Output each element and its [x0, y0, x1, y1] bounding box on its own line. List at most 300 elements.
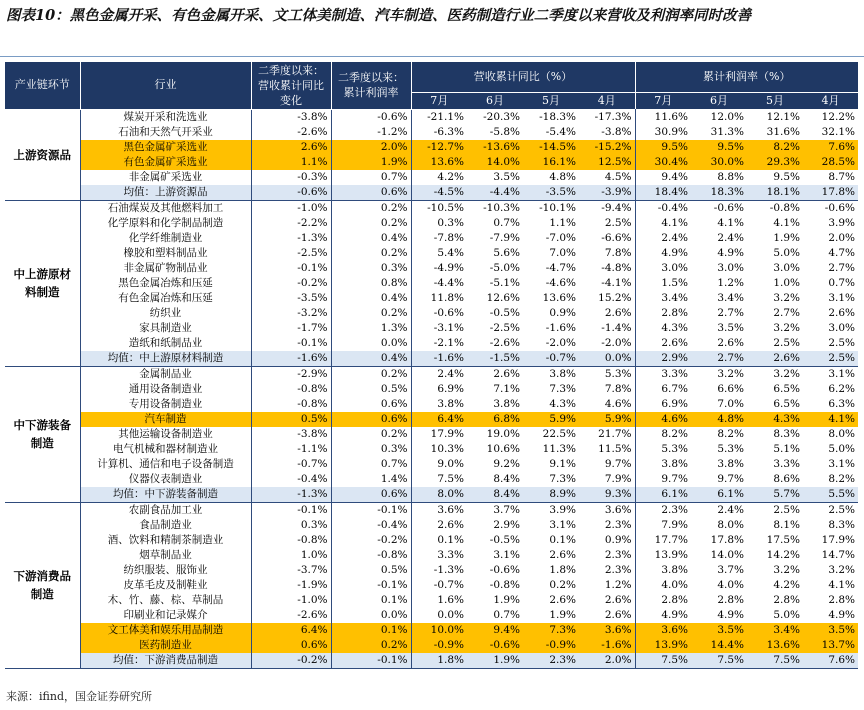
rev-change-cell: 0.3% [251, 518, 331, 533]
margin-cell: 2.6% [635, 336, 691, 351]
rev-yoy-cell: 9.0% [411, 457, 467, 472]
header-margin-month: 6月 [691, 93, 747, 110]
margin-cell: 2.6% [828, 307, 856, 319]
industry-name: 橡胶和塑料制品业 [80, 246, 251, 261]
margin-cell: 6.5% [773, 398, 801, 410]
margin-change-cell: 0.4% [331, 291, 411, 306]
margin-cell: 3.2% [773, 368, 801, 380]
rev-yoy-cell: -4.4% [467, 185, 523, 201]
page-title: 图表10：黑色金属开采、有色金属开采、文工体美制造、汽车制造、医药制造行业二季度以来营收及利润率同时改善 [6, 7, 752, 24]
margin-cell: 12.1% [766, 110, 801, 123]
rev-yoy-cell: 0.3% [411, 216, 467, 231]
rev-yoy-cell: 6.4% [411, 412, 467, 427]
margin-cell: 7.6% [803, 140, 858, 155]
margin-cell: 2.4% [717, 232, 745, 244]
rev-yoy-cell: 2.6% [549, 594, 576, 606]
rev-yoy-cell: 3.7% [493, 504, 520, 516]
margin-cell: 2.8% [828, 594, 856, 606]
industry-name: 有色金属冶炼和压延 [80, 291, 251, 306]
industry-name: 煤炭开采和洗选业 [80, 109, 251, 125]
rev-yoy-cell: 4.2% [411, 170, 467, 185]
table-row [5, 563, 858, 578]
rev-yoy-cell: 0.2% [549, 579, 576, 591]
rev-yoy-cell: 21.7% [598, 428, 632, 440]
rev-yoy-cell: 12.5% [579, 155, 635, 170]
rev-yoy-cell: -2.0% [601, 337, 632, 349]
rev-yoy-cell: 7.8% [604, 247, 632, 259]
margin-cell: 1.9% [773, 232, 801, 244]
margin-cell: 1.2% [717, 277, 745, 289]
margin-cell: 2.5% [773, 337, 801, 349]
rev-yoy-cell: 0.1% [411, 533, 467, 548]
rev-yoy-cell: -4.1% [601, 277, 632, 289]
rev-yoy-cell: 1.6% [411, 593, 467, 608]
rev-yoy-cell: 3.1% [493, 549, 520, 561]
margin-change-cell: 0.2% [331, 246, 411, 261]
rev-yoy-cell: -20.3% [483, 110, 520, 123]
segment-label: 中下游装备制造 [5, 366, 80, 502]
margin-cell: 3.2% [773, 322, 801, 334]
margin-cell: 2.6% [717, 337, 745, 349]
margin-cell: 6.5% [773, 383, 801, 395]
industry-name: 非金属矿物制品业 [80, 261, 251, 276]
average-row [5, 351, 858, 367]
margin-change-cell: 0.0% [331, 608, 411, 623]
rev-change-cell: -3.8% [251, 109, 331, 125]
industry-name: 造纸和纸制品业 [80, 336, 251, 351]
margin-cell: 7.6% [803, 653, 858, 669]
margin-cell: 6.3% [828, 398, 856, 410]
rev-yoy-cell: -18.3% [539, 110, 576, 123]
rev-yoy-cell: 5.3% [604, 368, 632, 380]
rev-yoy-cell: -0.6% [467, 638, 523, 653]
margin-cell: 4.9% [828, 609, 856, 621]
margin-change-cell: -0.6% [331, 109, 411, 125]
rev-yoy-cell: 13.6% [542, 292, 576, 304]
rev-change-cell: -2.2% [251, 216, 331, 231]
table-row [5, 276, 858, 291]
rev-yoy-cell: 5.9% [579, 412, 635, 427]
margin-cell: 4.8% [691, 412, 747, 427]
margin-cell: 11.6% [635, 109, 691, 125]
margin-cell: 7.0% [717, 398, 745, 410]
margin-cell: 8.3% [773, 428, 801, 440]
rev-yoy-cell: 6.9% [411, 382, 467, 397]
industry-name: 烟草制品业 [80, 548, 251, 563]
table-row [5, 109, 858, 125]
rev-yoy-cell: 2.0% [579, 653, 635, 669]
rev-yoy-cell: 1.9% [467, 653, 523, 669]
margin-cell: 8.0% [717, 519, 745, 531]
table-row [5, 397, 858, 412]
industry-name: 石油煤炭及其他燃料加工 [80, 200, 251, 216]
rev-yoy-cell: 9.1% [549, 458, 576, 470]
table-row [5, 382, 858, 397]
table-row [5, 427, 858, 442]
industry-name: 计算机、通信和电子设备制造 [80, 457, 251, 472]
margin-cell: 6.1% [691, 487, 747, 503]
table-row [5, 548, 858, 563]
margin-cell: 30.9% [635, 125, 691, 140]
rev-change-cell: -0.3% [251, 170, 331, 185]
margin-cell: 3.6% [635, 623, 691, 638]
margin-cell: 32.1% [821, 126, 856, 138]
table-row [5, 578, 858, 593]
margin-cell: 28.5% [803, 155, 858, 170]
rev-yoy-cell: 3.5% [493, 171, 520, 183]
rev-yoy-cell: -6.3% [411, 125, 467, 140]
rev-yoy-cell: -0.9% [411, 638, 467, 653]
margin-cell: 4.1% [828, 579, 856, 591]
rev-yoy-cell: -4.4% [411, 276, 467, 291]
rev-yoy-cell: 8.4% [467, 487, 523, 503]
rev-change-cell: -2.5% [251, 246, 331, 261]
margin-cell: 5.5% [803, 487, 858, 503]
rev-change-cell: -0.6% [251, 185, 331, 201]
rev-change-cell: -1.6% [251, 351, 331, 367]
margin-cell: 8.2% [635, 427, 691, 442]
margin-change-cell: 0.0% [331, 336, 411, 351]
table-row [5, 246, 858, 261]
rev-change-cell: -0.1% [251, 261, 331, 276]
margin-cell: 4.0% [717, 579, 745, 591]
rev-yoy-cell: 2.3% [523, 653, 579, 669]
average-row [5, 653, 858, 669]
margin-cell: 3.0% [773, 262, 801, 274]
rev-yoy-cell: -14.5% [523, 140, 579, 155]
margin-cell: 3.5% [717, 322, 745, 334]
margin-cell: 1.5% [635, 276, 691, 291]
rev-yoy-cell: 10.0% [411, 623, 467, 638]
rev-yoy-cell: 16.1% [523, 155, 579, 170]
table-row [5, 442, 858, 457]
margin-cell: 9.7% [635, 472, 691, 487]
margin-cell: 3.9% [828, 217, 856, 229]
rev-yoy-cell: -1.5% [467, 351, 523, 367]
rev-yoy-cell: 7.8% [604, 383, 632, 395]
rev-yoy-cell: -0.9% [523, 638, 579, 653]
rev-yoy-cell: -5.4% [545, 126, 576, 138]
rev-yoy-cell: 5.6% [493, 247, 520, 259]
rev-yoy-cell: 2.4% [411, 366, 467, 382]
margin-cell: 6.1% [635, 487, 691, 503]
margin-cell: 2.5% [803, 351, 858, 367]
rev-change-cell: -1.3% [251, 231, 331, 246]
rev-change-cell: -3.8% [251, 427, 331, 442]
rev-yoy-cell: -4.9% [411, 261, 467, 276]
margin-change-cell: -0.2% [331, 533, 411, 548]
industry-name: 非金属矿采选业 [80, 170, 251, 185]
header-rev-month: 7月 [411, 93, 467, 110]
margin-cell: 4.0% [635, 578, 691, 593]
rev-yoy-cell: 7.0% [549, 247, 576, 259]
rev-yoy-cell: 0.7% [493, 609, 520, 621]
margin-cell: 6.6% [717, 383, 745, 395]
margin-change-cell: -0.1% [331, 578, 411, 593]
margin-change-cell: 0.3% [331, 261, 411, 276]
margin-change-cell: 0.5% [331, 563, 411, 578]
table-row [5, 140, 858, 155]
margin-cell: 9.7% [717, 473, 745, 485]
industry-name: 皮革毛皮及制鞋业 [80, 578, 251, 593]
rev-change-cell: -0.8% [251, 382, 331, 397]
rev-yoy-cell: 13.6% [411, 155, 467, 170]
rev-yoy-cell: 3.8% [493, 398, 520, 410]
header-rev-month: 4月 [579, 93, 635, 110]
industry-name: 木、竹、藤、棕、草制品 [80, 593, 251, 608]
margin-cell: 2.5% [828, 337, 856, 349]
rev-change-cell: 0.6% [251, 638, 331, 653]
margin-cell: 17.9% [821, 534, 856, 546]
rev-yoy-cell: -4.7% [545, 262, 576, 274]
industry-name: 均值：上游资源品 [80, 185, 251, 201]
rev-change-cell: 1.1% [251, 155, 331, 170]
rev-yoy-cell: 2.6% [549, 549, 576, 561]
margin-cell: 31.3% [710, 126, 745, 138]
rev-yoy-cell: 1.9% [549, 609, 576, 621]
rev-yoy-cell: 2.9% [493, 519, 520, 531]
rev-yoy-cell: 7.3% [549, 473, 576, 485]
table-row [5, 261, 858, 276]
margin-cell: 3.5% [691, 623, 747, 638]
industry-name: 金属制品业 [80, 366, 251, 382]
table-row [5, 593, 858, 608]
margin-cell: 4.1% [803, 412, 858, 427]
margin-change-cell: 0.4% [331, 351, 411, 367]
header-margin-month: 5月 [747, 93, 803, 110]
header-chain: 产业链环节 [5, 62, 80, 109]
margin-change-cell: 0.6% [331, 412, 411, 427]
industry-name: 化学原料和化学制品制造 [80, 216, 251, 231]
industry-name: 文工体美和娱乐用品制造 [80, 623, 251, 638]
table-row [5, 366, 858, 382]
margin-cell: 5.0% [773, 247, 801, 259]
table-row [5, 321, 858, 336]
industry-name: 均值：中下游装备制造 [80, 487, 251, 503]
segment-label: 下游消费品制造 [5, 502, 80, 668]
margin-cell: 3.1% [828, 458, 856, 470]
margin-cell: 31.6% [766, 126, 801, 138]
margin-cell: 2.5% [773, 504, 801, 516]
margin-cell: 14.7% [821, 549, 856, 561]
margin-cell: 4.1% [635, 216, 691, 231]
rev-yoy-cell: -0.7% [523, 351, 579, 367]
rev-change-cell: -2.6% [251, 125, 331, 140]
table-row [5, 336, 858, 351]
rev-yoy-cell: -0.7% [411, 578, 467, 593]
margin-cell: -0.6% [713, 202, 745, 214]
rev-yoy-cell: 3.8% [549, 368, 576, 380]
rev-yoy-cell: 2.6% [411, 518, 467, 533]
rev-yoy-cell: -7.0% [545, 232, 576, 244]
rev-yoy-cell: 2.3% [604, 549, 632, 561]
title-divider [0, 56, 864, 57]
margin-cell: 2.7% [773, 307, 801, 319]
margin-change-cell: 0.5% [331, 382, 411, 397]
margin-cell: 2.8% [635, 593, 691, 608]
margin-change-cell: -0.8% [331, 548, 411, 563]
header-margin-month: 4月 [803, 93, 858, 110]
margin-cell: 4.3% [747, 412, 803, 427]
rev-change-cell: 6.4% [251, 623, 331, 638]
rev-yoy-cell: 1.1% [549, 217, 576, 229]
rev-yoy-cell: -4.6% [545, 277, 576, 289]
margin-cell: 2.9% [635, 351, 691, 367]
table-row [5, 457, 858, 472]
margin-cell: 4.2% [773, 579, 801, 591]
rev-yoy-cell: 19.0% [486, 428, 520, 440]
rev-yoy-cell: 3.6% [604, 504, 632, 516]
industry-name: 汽车制造 [80, 412, 251, 427]
margin-cell: 2.8% [773, 594, 801, 606]
rev-yoy-cell: 7.1% [493, 383, 520, 395]
rev-change-cell: -3.2% [251, 306, 331, 321]
rev-yoy-cell: -7.8% [411, 231, 467, 246]
header-rev-change: 二季度以来：营收累计同比变化 [251, 62, 331, 109]
rev-yoy-cell: 17.9% [411, 427, 467, 442]
rev-yoy-cell: -13.6% [467, 140, 523, 155]
margin-cell: 18.4% [635, 185, 691, 201]
margin-cell: 3.3% [635, 366, 691, 382]
rev-yoy-cell: 1.8% [549, 564, 576, 576]
rev-yoy-cell: 0.9% [604, 534, 632, 546]
margin-cell: -0.4% [635, 200, 691, 216]
rev-yoy-cell: -1.4% [601, 322, 632, 334]
table-row [5, 412, 858, 427]
margin-cell: 3.0% [635, 261, 691, 276]
margin-cell: 30.4% [635, 155, 691, 170]
rev-yoy-cell: -1.3% [411, 563, 467, 578]
rev-yoy-cell: -12.7% [411, 140, 467, 155]
margin-cell: 29.3% [747, 155, 803, 170]
margin-change-cell: 1.4% [331, 472, 411, 487]
rev-change-cell: -0.2% [251, 653, 331, 669]
margin-cell: 8.3% [828, 519, 856, 531]
industry-name: 食品制造业 [80, 518, 251, 533]
margin-cell: 13.9% [635, 638, 691, 653]
industry-name: 化学纤维制造业 [80, 231, 251, 246]
margin-cell: 6.7% [635, 382, 691, 397]
table-row [5, 155, 858, 170]
margin-cell: 4.6% [635, 412, 691, 427]
rev-yoy-cell: 2.3% [604, 519, 632, 531]
table-row [5, 472, 858, 487]
industry-name: 纺织服装、服饰业 [80, 563, 251, 578]
rev-yoy-cell: -2.1% [411, 336, 467, 351]
rev-yoy-cell: -6.6% [601, 232, 632, 244]
margin-change-cell: -0.1% [331, 502, 411, 518]
margin-cell: 3.5% [803, 623, 858, 638]
rev-yoy-cell: 7.3% [523, 623, 579, 638]
margin-cell: 8.6% [773, 473, 801, 485]
margin-cell: 13.6% [747, 638, 803, 653]
industry-name: 酒、饮料和精制茶制造业 [80, 533, 251, 548]
rev-change-cell: 0.5% [251, 412, 331, 427]
rev-yoy-cell: -0.5% [489, 534, 520, 546]
margin-cell: -0.8% [769, 202, 801, 214]
margin-cell: 14.0% [710, 549, 745, 561]
margin-change-cell: 0.2% [331, 216, 411, 231]
rev-yoy-cell: -1.6% [411, 351, 467, 367]
rev-yoy-cell: 8.0% [411, 487, 467, 503]
table-body [5, 109, 858, 668]
rev-yoy-cell: 11.8% [411, 291, 467, 306]
rev-yoy-cell: 7.9% [604, 473, 632, 485]
margin-cell: 17.8% [710, 534, 745, 546]
margin-cell: 3.4% [635, 291, 691, 306]
rev-yoy-cell: 15.2% [598, 292, 632, 304]
industry-table [5, 62, 858, 669]
margin-cell: 2.7% [717, 307, 745, 319]
margin-change-cell: 1.9% [331, 155, 411, 170]
margin-cell: 2.4% [635, 231, 691, 246]
margin-cell: 3.4% [717, 292, 745, 304]
margin-cell: 3.4% [747, 623, 803, 638]
rev-yoy-cell: -4.5% [411, 185, 467, 201]
rev-change-cell: -1.7% [251, 321, 331, 336]
rev-yoy-cell: -0.6% [411, 306, 467, 321]
margin-cell: 14.2% [766, 549, 801, 561]
rev-yoy-cell: 1.9% [493, 594, 520, 606]
rev-yoy-cell: 7.5% [411, 472, 467, 487]
rev-yoy-cell: -3.8% [601, 126, 632, 138]
margin-change-cell: 0.6% [331, 397, 411, 412]
margin-cell: 3.2% [773, 292, 801, 304]
margin-change-cell: 0.2% [331, 427, 411, 442]
margin-cell: 2.3% [635, 502, 691, 518]
industry-name: 有色金属矿采选业 [80, 155, 251, 170]
rev-yoy-cell: -0.8% [489, 579, 520, 591]
rev-yoy-cell: 3.6% [411, 502, 467, 518]
rev-yoy-cell: 9.2% [493, 458, 520, 470]
margin-change-cell: 0.8% [331, 276, 411, 291]
rev-change-cell: -2.9% [251, 366, 331, 382]
margin-cell: 4.1% [717, 217, 745, 229]
rev-change-cell: 2.6% [251, 140, 331, 155]
rev-yoy-cell: -15.2% [579, 140, 635, 155]
margin-cell: 7.5% [691, 653, 747, 669]
table-row [5, 638, 858, 653]
table-row [5, 216, 858, 231]
rev-change-cell: -2.6% [251, 608, 331, 623]
rev-yoy-cell: -10.5% [411, 200, 467, 216]
table-row [5, 231, 858, 246]
industry-name: 农副食品加工业 [80, 502, 251, 518]
margin-cell: 5.3% [635, 442, 691, 457]
margin-change-cell: 2.0% [331, 140, 411, 155]
margin-cell: 4.9% [635, 608, 691, 623]
margin-cell: 0.7% [828, 277, 856, 289]
margin-cell: 4.9% [717, 247, 745, 259]
margin-cell: 2.8% [635, 306, 691, 321]
margin-cell: 4.3% [635, 321, 691, 336]
industry-name: 家具制造业 [80, 321, 251, 336]
margin-cell: 8.0% [828, 428, 856, 440]
rev-yoy-cell: 2.6% [604, 594, 632, 606]
rev-yoy-cell: -1.6% [579, 638, 635, 653]
margin-cell: 18.1% [747, 185, 803, 201]
margin-cell: 17.8% [803, 185, 858, 201]
rev-yoy-cell: 7.3% [549, 383, 576, 395]
industry-name: 其他运输设备制造业 [80, 427, 251, 442]
segment-label: 中上游原材料制造 [5, 200, 80, 366]
margin-cell: 2.0% [828, 232, 856, 244]
margin-cell: 12.0% [710, 110, 745, 123]
margin-change-cell: 0.6% [331, 487, 411, 503]
table-row [5, 502, 858, 518]
rev-yoy-cell: 0.7% [493, 217, 520, 229]
rev-yoy-cell: -3.1% [411, 321, 467, 336]
